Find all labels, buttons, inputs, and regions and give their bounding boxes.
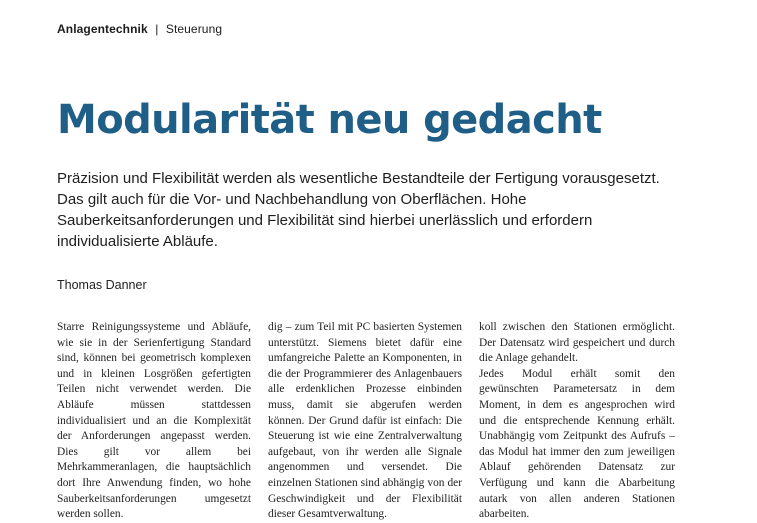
header-separator: | xyxy=(155,22,159,36)
article-lead: Präzision und Flexibilität werden als wesentliche Bestandteile der Fertigung vorausgesetzt. Das gilt auch für die Vor- und Nachbehandlung von Oberflächen. Hohe Sauberkeitsanforderungen und Flexibilität sind hierbei unerlässlich und erfordern individualisierte Abläufe. xyxy=(57,170,660,250)
body-paragraph: koll zwischen den Stationen ermöglicht. Der Datensatz wird gespeichert und durch die Anlage gehandelt. xyxy=(479,321,675,365)
subsection-label: Steuerung xyxy=(165,22,223,36)
body-paragraph: dig – zum Teil mit PC basierten Systemen unterstützt. Siemens bietet dafür eine umfangreiche Palette an Komponenten, in die der Programmierer des Anlagenbauers alle erdenklichen Prozesse einbinden muss, damit sie abgerufen werden können. Der Grund dafür ist einfach: Die Steuerung ist wie eine Zentralverwaltung aufgebaut, von ihr werden alle Signale angenommen und versendet. Die einzelnen Stationen sind abhängig von der Geschwindigkeit und der Flexibilität dieser Gesamtverwaltung. xyxy=(268,321,462,521)
body-column-1 xyxy=(57,320,251,523)
article-title: Modularität neu gedacht xyxy=(57,97,602,143)
body-column-3 xyxy=(479,320,675,523)
section-label: Anlagentechnik xyxy=(57,22,148,36)
body-paragraph: Jedes Modul erhält somit den gewünschten Parametersatz in dem Moment, in dem es angesprochen wird und die entsprechende Kennung erhält. Unabhängig vom Zeitpunkt des Aufrufs – das Modul hat immer den zum jeweiligen Ablauf gehörenden Datensatz zur Verfügung und kann die Abarbeitung autark von allen anderen Stationen abarbeiten. xyxy=(479,367,675,521)
section-header xyxy=(57,22,222,36)
article-author: Thomas Danner xyxy=(57,278,147,292)
body-column-2 xyxy=(268,320,462,523)
body-columns xyxy=(57,320,757,521)
body-paragraph: Starre Reinigungssysteme und Abläufe, wie sie in der Serienfertigung Standard sind, können bei geometrisch komplexen und in kleinen Losgrößen gefertigten Teilen nicht verwendet werden. Die Abläufe müssen stattdessen individualisiert und an die Komplexität der Anforderungen angepasst werden. Dies gilt vor allem bei Mehrkammeranlagen, die hauptsächlich dort Ihre Anwendung finden, wo hohe Sauberkeitsanforderungen umgesetzt werden sollen. xyxy=(57,321,251,521)
